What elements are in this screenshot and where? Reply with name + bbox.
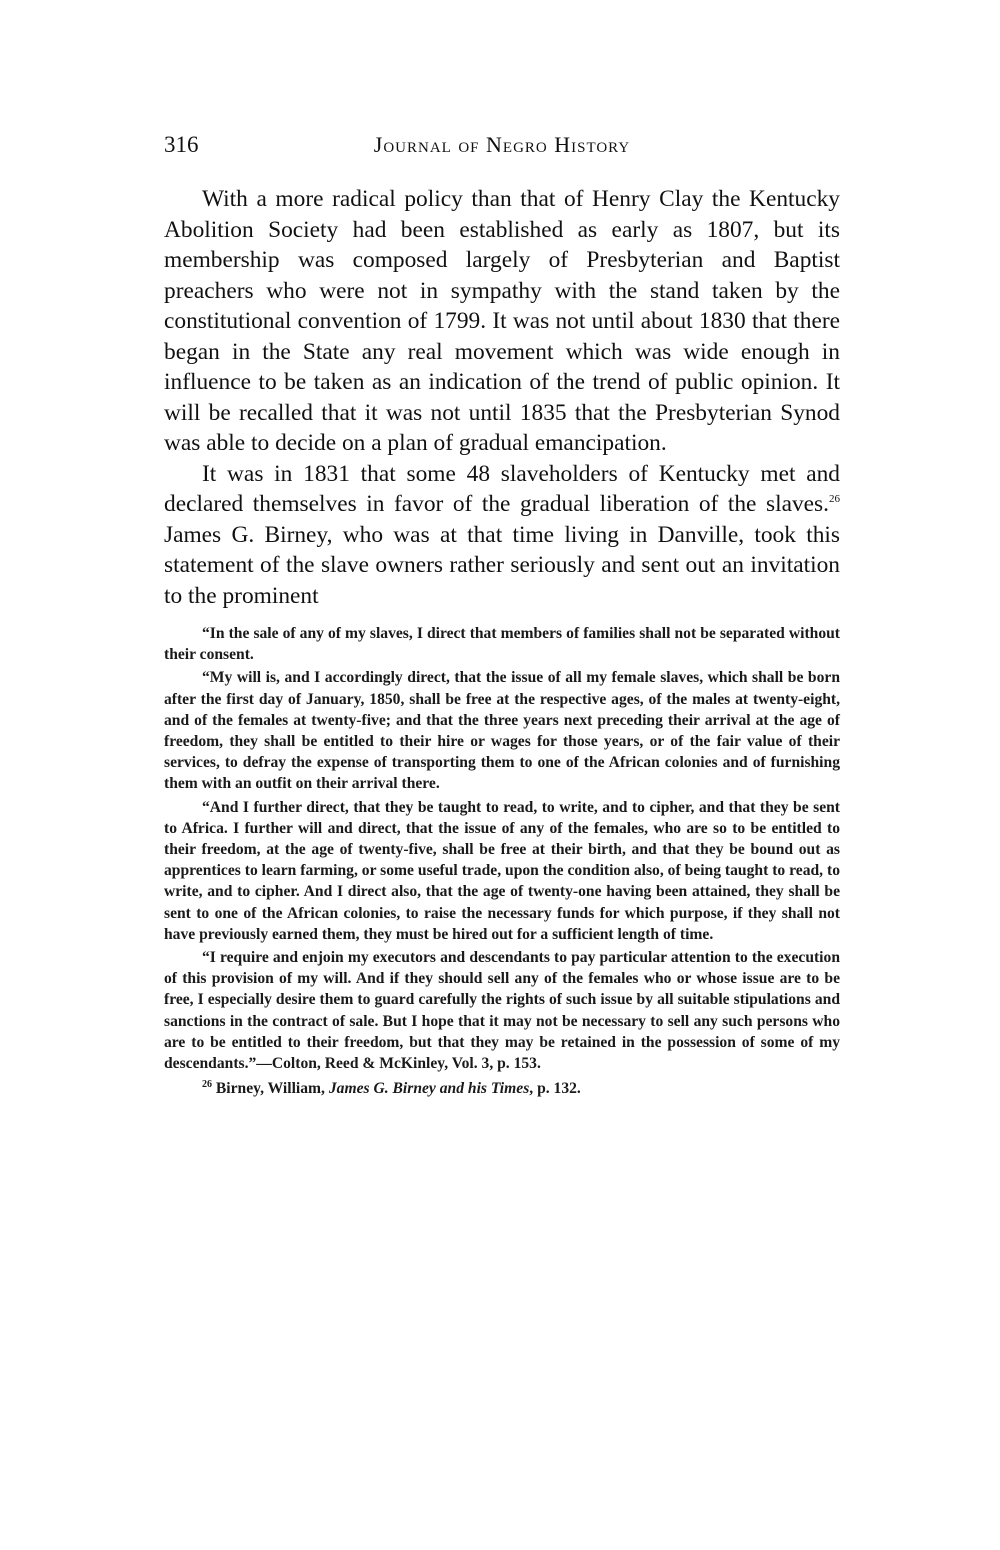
- body-text: [164, 184, 840, 611]
- page-number: 316: [164, 132, 199, 157]
- body-paragraph: [164, 459, 840, 612]
- footnote-quote: “In the sale of any of my slaves, I direct that members of families shall not be separated without their consent.: [164, 625, 840, 664]
- running-header: [164, 132, 840, 166]
- journal-title: Journal of Negro History: [373, 132, 631, 157]
- footnote-author: Birney, William,: [215, 1080, 329, 1098]
- footnotes: [164, 623, 840, 1099]
- footnote-reference: 26: [829, 493, 840, 506]
- footnote-26: [164, 1078, 840, 1099]
- body-paragraph-text: It was in 1831 that some 48 slaveholders of Kentucky met and declared themselves in favor of the gradual liberation of the slaves.: [164, 460, 840, 517]
- footnote-marker: 26: [202, 1079, 212, 1091]
- footnote-page: , p. 132.: [529, 1080, 581, 1098]
- footnote-quote: “I require and enjoin my executors and descendants to pay particular attention to the execution of this provision of my will. And if they should sell any of the females who or whose issue are to be free, I especially desire them to guard carefully the rights of such issue by all suitable stipulations and sanctions in the contract of sale. But I hope that it may not be necessary to sell any such persons who are to be entitled to their freedom, but that they may be retained in the possession of some of my descendants.”—Colton, Reed & McKinley, Vol. 3, p. 153.: [164, 949, 840, 1073]
- body-paragraph: With a more radical policy than that of Henry Clay the Kentucky Abolition Society had been established as early as 1807, but its membership was composed largely of Presbyterian and Baptist preachers who were not in sympathy with the stand taken by the constitutional convention of 1799. It was not until about 1830 that there began in the State any real movement which was wide enough in influence to be taken as an indication of the trend of public opinion. It will be recalled that it was not until 1835 that the Presbyterian Synod was able to decide on a plan of gradual emancipation.: [164, 186, 840, 456]
- body-paragraph-text: James G. Birney, who was at that time living in Danville, took this statement of the slave owners rather seriously and sent out an invitation to the prominent: [164, 521, 840, 609]
- footnote-quote: “And I further direct, that they be taught to read, to write, and to cipher, and that they be sent to Africa. I further will and direct, that the issue of any of the females, who are so to be entitled to their freedom, at the age of twenty-five, shall be free at their birth, and that they be bound out as apprentices to learn farming, or some useful trade, upon the condition also, of being taught to read, to write, and to cipher. And I direct also, that the age of twenty-one having been attained, they shall be sent to one of the African colonies, to raise the necessary funds for which purpose, if they shall not have previously earned them, they must be hired out for a sufficient length of time.: [164, 798, 840, 943]
- footnote-book-title: James G. Birney and his Times: [328, 1080, 530, 1098]
- footnote-quote: “My will is, and I accordingly direct, that the issue of all my female slaves, which shall be born after the first day of January, 1850, shall be free at the respective ages, of the males at twenty-eight, and of the females at twenty-five; and that the three years next preceding their arrival at the age of freedom, they shall be entitled to their hire or wages for those years, or of the fair value of their services, to defray the expense of transporting them to one of the African colonies and of furnishing them with an outfit on their arrival there.: [164, 669, 840, 793]
- document-page: [164, 132, 840, 1099]
